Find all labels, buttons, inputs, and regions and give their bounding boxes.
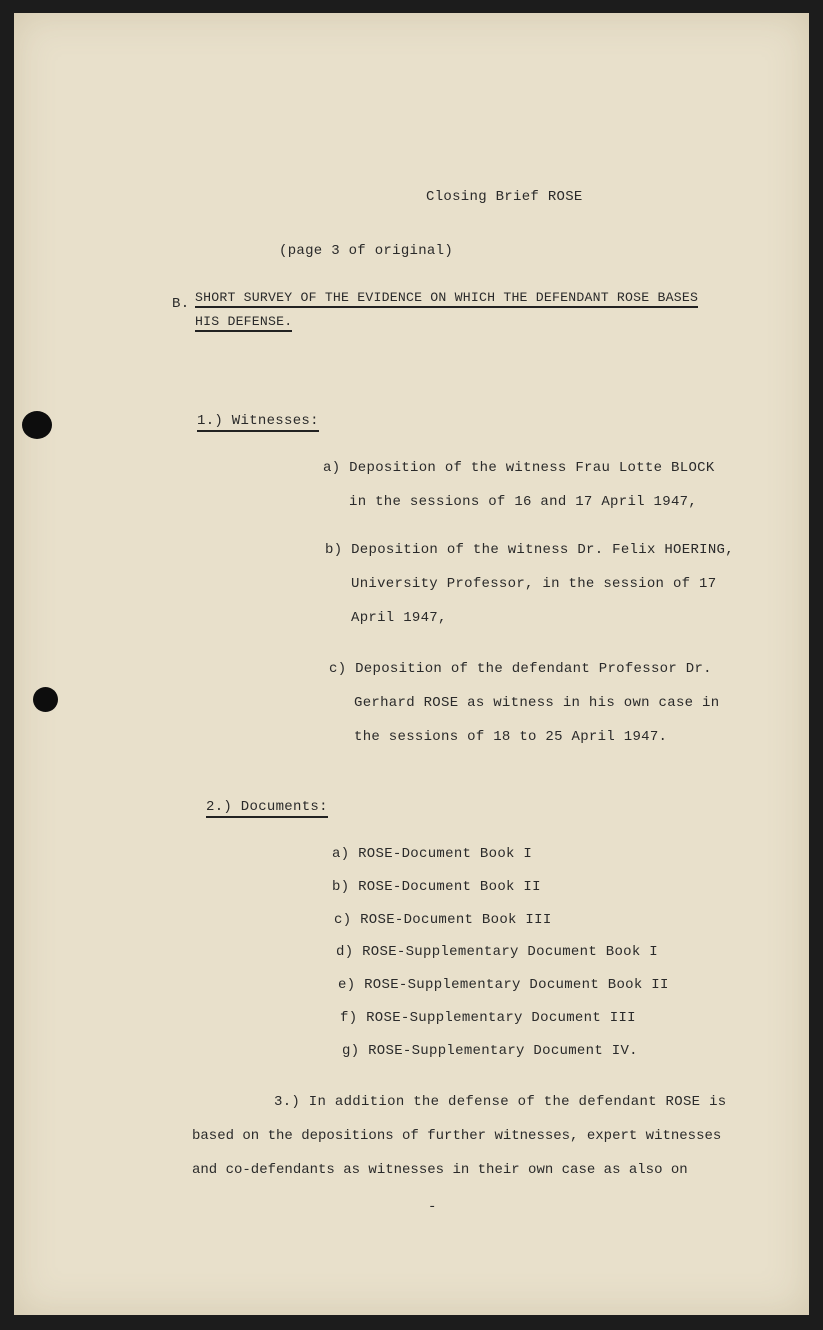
witness-a-line-1: a) Deposition of the witness Frau Lotte BLOCK — [323, 460, 715, 476]
section-heading-line-1: SHORT SURVEY OF THE EVIDENCE ON WHICH THE DEFENDANT ROSE BASES — [195, 290, 698, 308]
addition-line-2: based on the depositions of further witnesses, expert witnesses — [192, 1128, 722, 1144]
addition-line-1: 3.) In addition the defense of the defendant ROSE is — [274, 1094, 727, 1110]
witnesses-heading: 1.) Witnesses: — [197, 413, 319, 432]
witness-c-line-3: the sessions of 18 to 25 April 1947. — [354, 729, 668, 745]
document-item-a: a) ROSE-Document Book I — [332, 846, 533, 862]
document-page — [14, 13, 809, 1315]
document-item-g: g) ROSE-Supplementary Document IV. — [342, 1043, 638, 1059]
section-heading-line-2: HIS DEFENSE. — [195, 314, 292, 332]
punch-hole-top — [22, 411, 52, 439]
document-item-c: c) ROSE-Document Book III — [334, 912, 552, 928]
document-title: Closing Brief ROSE — [426, 189, 583, 205]
witness-c-line-1: c) Deposition of the defendant Professor Dr. — [329, 661, 712, 677]
witness-c-line-2: Gerhard ROSE as witness in his own case in — [354, 695, 720, 711]
document-item-e: e) ROSE-Supplementary Document Book II — [338, 977, 669, 993]
witness-b-line-2: University Professor, in the session of 17 — [351, 576, 717, 592]
punch-hole-bottom — [33, 687, 58, 712]
witness-a-line-2: in the sessions of 16 and 17 April 1947, — [349, 494, 698, 510]
document-item-d: d) ROSE-Supplementary Document Book I — [336, 944, 658, 960]
page-reference: (page 3 of original) — [279, 243, 454, 259]
witness-b-line-3: April 1947, — [351, 610, 447, 626]
addition-line-3: and co-defendants as witnesses in their own case as also on — [192, 1162, 688, 1178]
section-letter: B. — [172, 296, 190, 312]
witness-b-line-1: b) Deposition of the witness Dr. Felix HOERING, — [325, 542, 734, 558]
document-item-b: b) ROSE-Document Book II — [332, 879, 541, 895]
documents-heading: 2.) Documents: — [206, 799, 328, 818]
page-footer-mark: - — [428, 1199, 437, 1215]
document-item-f: f) ROSE-Supplementary Document III — [340, 1010, 636, 1026]
